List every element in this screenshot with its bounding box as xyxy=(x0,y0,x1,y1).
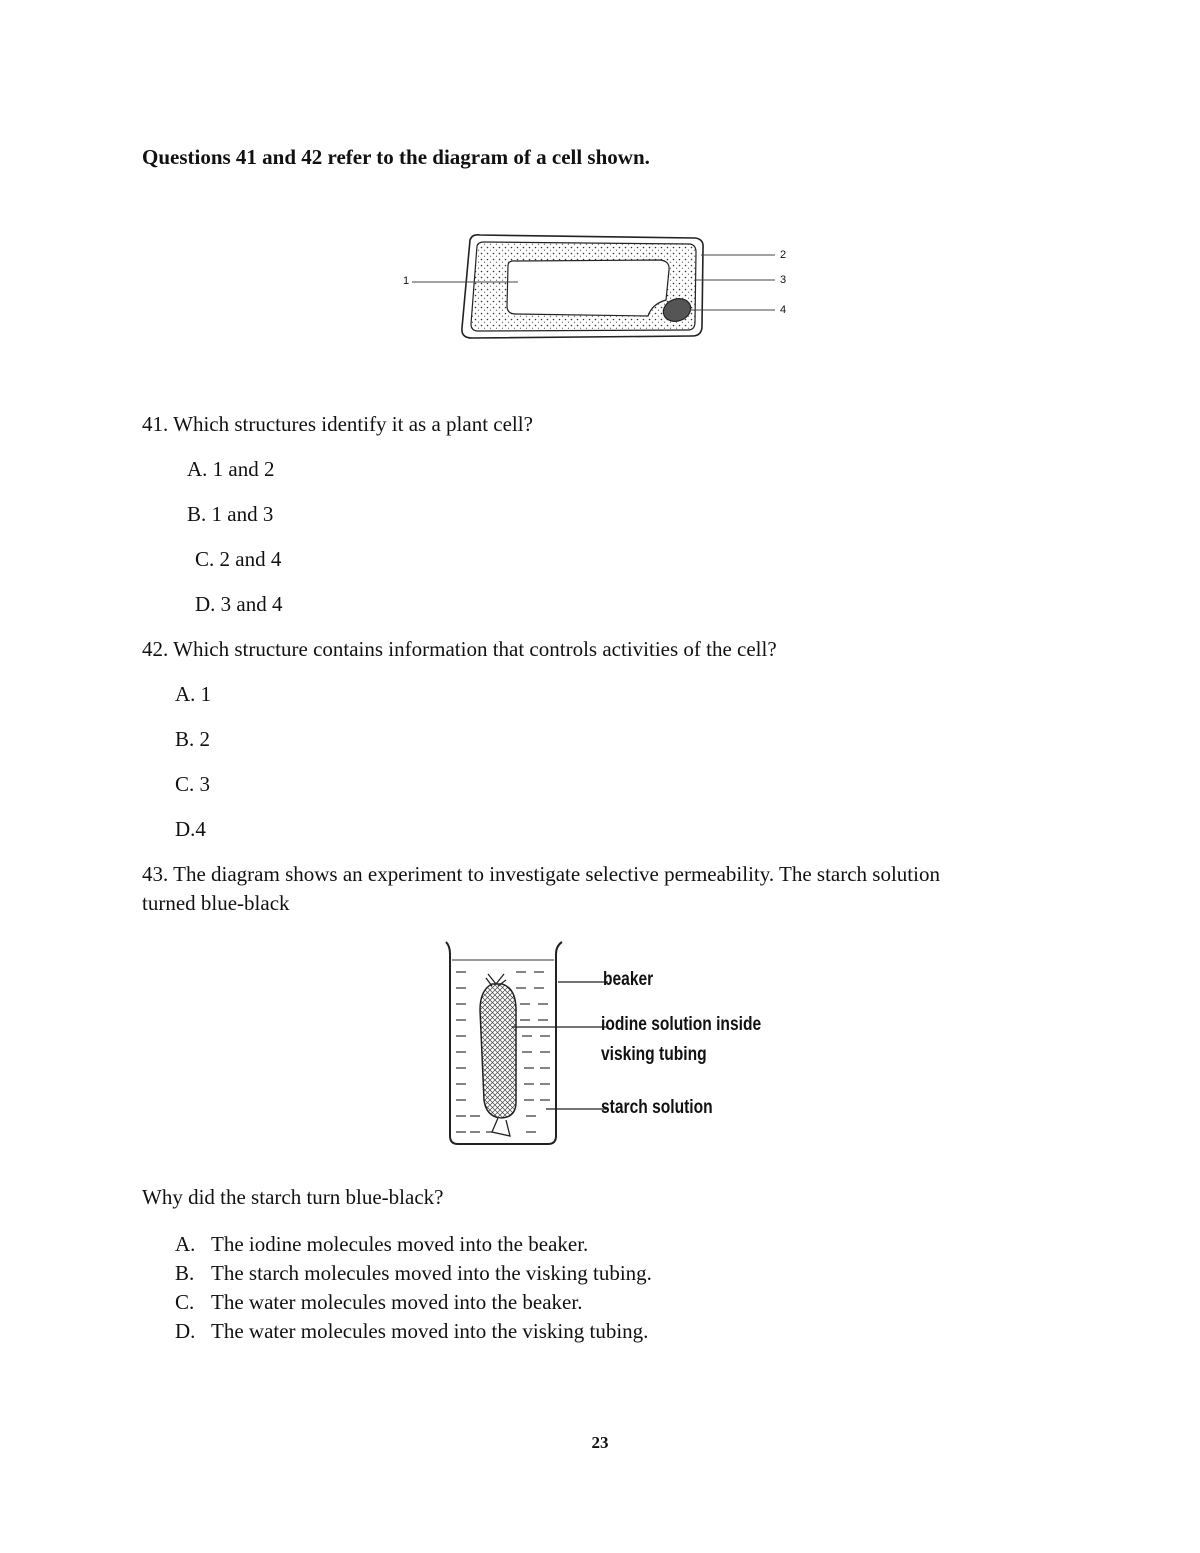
vacuole xyxy=(507,260,669,316)
q41-option-d: D. 3 and 4 xyxy=(195,592,283,616)
section-heading: Questions 41 and 42 refer to the diagram of a cell shown. xyxy=(142,145,650,169)
question-43-line2: turned blue-black xyxy=(142,891,290,915)
q43-option-d xyxy=(175,1319,648,1344)
q43-option-a-letter: A. xyxy=(175,1232,196,1256)
q41-option-c: C. 2 and 4 xyxy=(195,547,282,571)
q43-option-d-letter: D. xyxy=(175,1319,196,1343)
beaker-diagram xyxy=(440,940,610,1150)
q43-option-a-text: The iodine molecules moved into the beaker. xyxy=(211,1232,589,1256)
q42-option-c: C. 3 xyxy=(175,772,211,796)
q41-option-b: B. 1 and 3 xyxy=(187,502,274,526)
label-starch: starch solution xyxy=(601,1097,713,1118)
cell-label-1: 1 xyxy=(403,275,410,287)
cell-label-3: 3 xyxy=(780,274,787,286)
question-41: 41. Which structures identify it as a plant cell? xyxy=(142,412,533,436)
visking-tubing xyxy=(480,984,516,1118)
cell-label-4: 4 xyxy=(780,304,787,316)
label-beaker: beaker xyxy=(603,969,654,990)
q43-option-a xyxy=(175,1232,588,1257)
q43-option-c-letter: C. xyxy=(175,1290,195,1314)
question-43-prompt: Why did the starch turn blue-black? xyxy=(142,1185,444,1209)
q42-option-a: A. 1 xyxy=(175,682,212,706)
q42-option-b: B. 2 xyxy=(175,727,211,751)
q43-option-b-letter: B. xyxy=(175,1261,195,1285)
plant-cell-diagram xyxy=(390,228,800,348)
q43-option-b-text: The starch molecules moved into the visking tubing. xyxy=(211,1261,652,1285)
q43-option-b xyxy=(175,1261,652,1286)
q43-option-c-text: The water molecules moved into the beaker. xyxy=(211,1290,583,1314)
question-42: 42. Which structure contains information that controls activities of the cell? xyxy=(142,637,777,661)
label-iodine-line2: visking tubing xyxy=(601,1044,707,1065)
question-43-line1: 43. The diagram shows an experiment to investigate selective permeability. The starch solution xyxy=(142,862,940,886)
q42-option-d: D.4 xyxy=(175,817,206,841)
q41-option-a: A. 1 and 2 xyxy=(187,457,275,481)
page-number: 23 xyxy=(591,1433,609,1452)
q43-option-d-text: The water molecules moved into the visking tubing. xyxy=(211,1319,649,1343)
label-iodine-line1: iodine solution inside xyxy=(601,1014,762,1035)
cell-label-2: 2 xyxy=(780,249,787,261)
q43-option-c xyxy=(175,1290,582,1315)
